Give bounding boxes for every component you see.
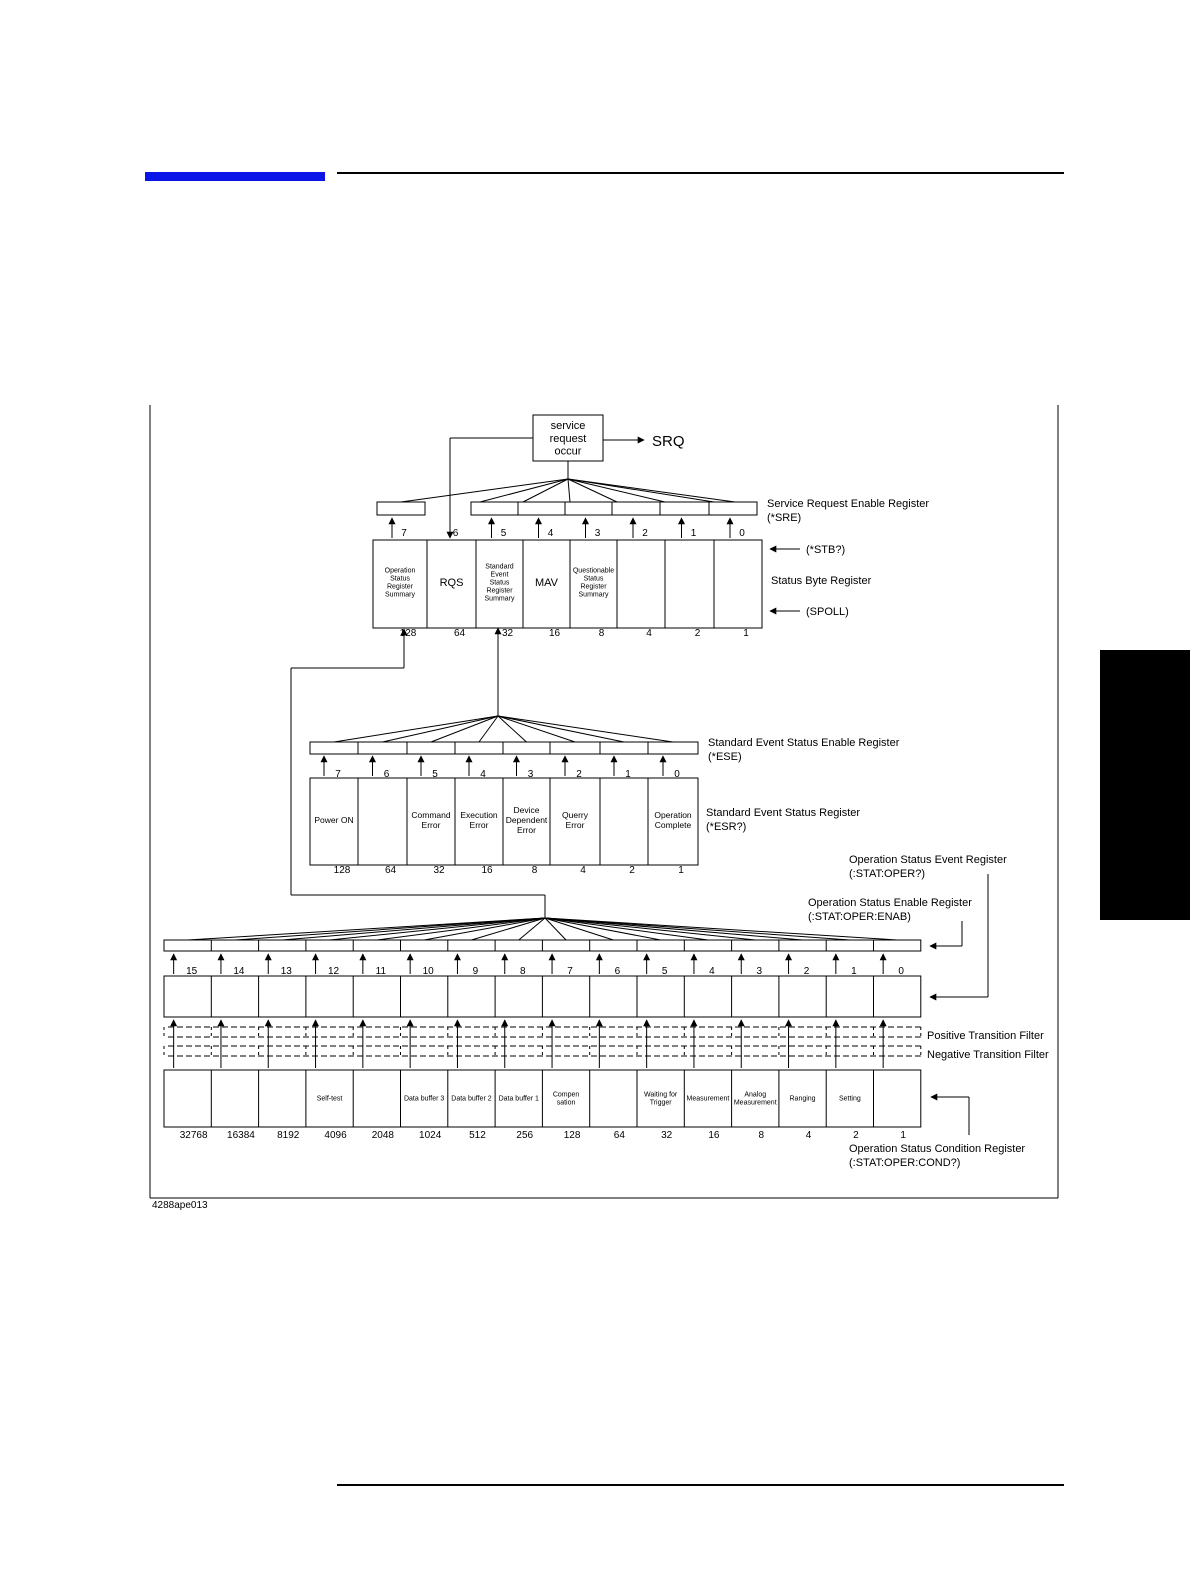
stb-cell-label: Summary — [578, 591, 609, 599]
sre-bit-box — [709, 502, 757, 515]
oper-cell-label: Data buffer 1 — [498, 1095, 539, 1103]
sre-fan-line — [480, 479, 568, 502]
service-request-text: service — [550, 420, 586, 433]
oper-bit-number: 8 — [519, 966, 526, 977]
ese-bit-weight: 4 — [580, 865, 586, 876]
oper-bit-weight: 1 — [900, 1130, 906, 1141]
ese-cell-label: Error — [517, 824, 536, 835]
stb-cell-label: MAV — [534, 576, 559, 589]
oper-bit-weight: 8192 — [277, 1130, 300, 1141]
stb-bit-weight: 16 — [548, 628, 561, 639]
oper-condition-label: Operation Status Condition Register — [849, 1143, 1026, 1155]
stb-cell-label: RQS — [439, 576, 464, 589]
ese-bit-weight: 16 — [481, 865, 493, 876]
srq-label: SRQ — [652, 433, 685, 450]
ese-cell-label: Complete — [654, 819, 692, 830]
sre-bit-box — [612, 502, 660, 515]
oper-cell-label: Waiting for — [644, 1091, 678, 1099]
oper-cell-label: Analog — [744, 1091, 767, 1099]
stb-cell-label: Register — [386, 583, 414, 591]
stb-cell-label: Status — [583, 575, 604, 583]
ese-fan-line — [334, 716, 498, 742]
stb-cell-label: Status — [489, 579, 510, 587]
stb-cell-label: Questionable — [572, 567, 615, 575]
sre-label: (*SRE) — [767, 512, 802, 524]
oper-bit-weight: 4096 — [324, 1130, 347, 1141]
oper-bit-number: 14 — [233, 966, 245, 977]
oper-cell-label: Setting — [838, 1095, 861, 1103]
ese-bit-number: 7 — [335, 769, 341, 780]
sre-bit-box — [471, 502, 518, 515]
oper-cell-label: Ranging — [789, 1095, 816, 1103]
ese-fan-line — [498, 716, 673, 742]
ese-cell-label: Error — [421, 819, 441, 830]
oper-bit-weight: 2048 — [371, 1130, 394, 1141]
sre-bit-box — [518, 502, 565, 515]
ese-cell-label: Operation — [654, 810, 692, 821]
oper-cell-label: sation — [556, 1099, 576, 1107]
oper-enable-label: (:STAT:OPER:ENAB) — [808, 911, 911, 923]
stb-cell-label: Summary — [484, 595, 515, 603]
ese-cell-label: Error — [469, 819, 489, 830]
stb-bit-number: 1 — [690, 528, 697, 539]
oper-fan-line — [545, 918, 708, 940]
ese-bit-number: 0 — [674, 769, 680, 780]
oper-fan-line — [282, 918, 545, 940]
standard-event-status-register — [310, 778, 698, 865]
stb-bit-weight: 4 — [646, 628, 652, 639]
ese-cell-label: Power ON — [314, 814, 354, 825]
stb-bit-number: 7 — [401, 528, 407, 539]
oper-bit-weight: 16384 — [227, 1130, 255, 1141]
oper-bit-number: 10 — [422, 966, 434, 977]
negative-filter-label: Negative Transition Filter — [927, 1049, 1049, 1061]
figure-id: 4288ape013 — [152, 1200, 208, 1211]
sre-label: Service Request Enable Register — [767, 498, 930, 510]
oper-condition-label: (:STAT:OPER:COND?) — [849, 1157, 961, 1169]
service-request-text: request — [549, 432, 587, 445]
ese-cell-label: Execution — [460, 810, 498, 821]
ese-bit-weight: 64 — [384, 865, 397, 876]
ese-cell-label: Error — [565, 819, 585, 830]
stb-cell-label: Standard — [485, 563, 514, 571]
stb-cell-label: Register — [580, 583, 607, 591]
ese-bit-number: 1 — [625, 769, 631, 780]
oper-bit-weight: 128 — [563, 1130, 581, 1141]
oper-bit-weight: 1024 — [419, 1130, 442, 1141]
ese-bit-weight: 2 — [629, 865, 635, 876]
sre-bit-box — [660, 502, 709, 515]
ese-bit-weight: 1 — [678, 865, 684, 876]
ese-enable-label: Standard Event Status Enable Register — [708, 737, 900, 749]
oper-bit-number: 4 — [709, 966, 715, 977]
oper-bit-number: 5 — [661, 966, 668, 977]
oper-enable-label: Operation Status Enable Register — [808, 897, 972, 909]
ese-enable-register — [310, 742, 698, 754]
stb-cell-label: Status — [390, 575, 410, 583]
stb-bit-number: 0 — [739, 528, 745, 539]
stb-bit-number: 4 — [547, 528, 554, 539]
sre-bit-box — [565, 502, 612, 515]
stb-bit-weight: 2 — [694, 628, 701, 639]
stb-cell-label: Register — [486, 587, 513, 595]
ese-bit-number: 3 — [527, 769, 534, 780]
ese-bit-number: 4 — [480, 769, 486, 780]
stb-bit-number: 3 — [594, 528, 601, 539]
ese-bit-number: 2 — [576, 769, 582, 780]
ese-bit-weight: 128 — [333, 865, 351, 876]
stb-bit-weight: 8 — [598, 628, 605, 639]
esr-label: (*ESR?) — [706, 821, 747, 833]
positive-filter-label: Positive Transition Filter — [927, 1030, 1044, 1042]
ese-cell-label: Dependent — [505, 814, 548, 825]
stb-bit-weight: 64 — [453, 628, 466, 639]
oper-bit-number: 12 — [327, 966, 340, 977]
oper-bit-number: 3 — [756, 966, 763, 977]
ese-fan-line — [498, 716, 624, 742]
stb-bit-number: 6 — [452, 528, 459, 539]
oper-fan-line — [545, 918, 803, 940]
sre-fan-line — [568, 479, 570, 502]
stb-bit-number: 5 — [500, 528, 507, 539]
stb-register-label: Status Byte Register — [771, 575, 872, 587]
oper-bit-weight: 16 — [708, 1130, 720, 1141]
oper-bit-number: 6 — [614, 966, 621, 977]
ese-bit-weight: 32 — [433, 865, 445, 876]
ese-cell-label: Device — [513, 805, 540, 816]
stb-cell-label: Summary — [385, 591, 415, 599]
stb-cell-label: Event — [490, 571, 509, 579]
ese-cell-label: Command — [411, 810, 451, 821]
oper-bit-number: 1 — [851, 966, 857, 977]
oper-bit-number: 7 — [567, 966, 573, 977]
oper-cell-label: Measurement — [686, 1095, 730, 1103]
oper-cell-label: Trigger — [649, 1099, 672, 1107]
oper-bit-weight: 64 — [613, 1130, 625, 1141]
service-request-text: occur — [554, 445, 582, 458]
stb-bit-weight: 128 — [399, 628, 417, 639]
ese-bit-weight: 8 — [531, 865, 538, 876]
oper-cell-label: Self-test — [316, 1095, 343, 1103]
spoll-label: (SPOLL) — [806, 606, 849, 618]
sre-fan-line — [401, 479, 568, 502]
oper-bit-number: 15 — [186, 966, 198, 977]
oper-cell-label: Compen — [552, 1091, 580, 1099]
ese-enable-label: (*ESE) — [708, 751, 742, 763]
stb-query-label: (*STB?) — [806, 544, 846, 556]
oper-bit-weight: 8 — [758, 1130, 765, 1141]
status-byte-register — [373, 540, 762, 628]
oper-bit-number: 11 — [375, 966, 387, 977]
ese-bit-number: 6 — [383, 769, 390, 780]
oper-bit-weight: 4 — [805, 1130, 812, 1141]
oper-event-label: (:STAT:OPER?) — [849, 868, 925, 880]
ese-cell-label: Querry — [562, 810, 588, 821]
oper-bit-weight: 256 — [516, 1130, 534, 1141]
stb-cell-label: Operation — [384, 567, 416, 575]
stb-bit-weight: 32 — [501, 628, 514, 639]
oper-bit-number: 0 — [898, 966, 904, 977]
stb-bit-weight: 1 — [743, 628, 749, 639]
stb-bit-number: 2 — [642, 528, 648, 539]
oper-cell-label: Data buffer 2 — [451, 1095, 492, 1103]
ese-bit-number: 5 — [432, 769, 438, 780]
oper-bit-number: 2 — [803, 966, 810, 977]
oper-bit-number: 13 — [280, 966, 292, 977]
sre-bit-box — [377, 502, 425, 515]
oper-cell-label: Measurement — [733, 1099, 777, 1107]
oper-bit-weight: 32 — [661, 1130, 673, 1141]
oper-bit-weight: 32768 — [179, 1130, 208, 1141]
oper-bit-weight: 512 — [469, 1130, 486, 1141]
oper-fan-line — [235, 918, 545, 940]
oper-cell-label: Data buffer 3 — [403, 1095, 445, 1103]
oper-event-label: Operation Status Event Register — [849, 854, 1007, 866]
oper-bit-number: 9 — [472, 966, 479, 977]
oper-fan-line — [377, 918, 545, 940]
oper-bit-weight: 2 — [853, 1130, 859, 1141]
esr-label: Standard Event Status Register — [706, 807, 861, 819]
